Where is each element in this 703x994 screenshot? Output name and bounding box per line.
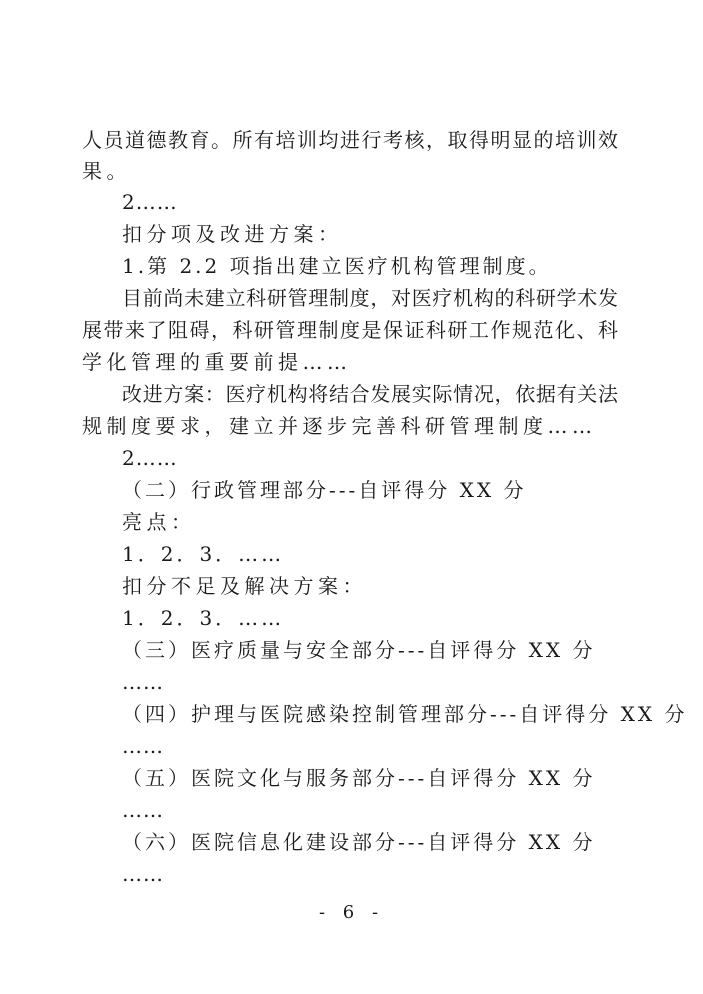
paragraph-line-4: 展带来了阻碍，科研管理制度是保证科研工作规范化、科 [82,318,618,342]
section-heading-administration: （二）行政管理部分---自评得分 XX 分 [122,478,527,502]
section-label-deductions: 扣分项及改进方案： [122,222,343,246]
section-heading-informatization: （六）医院信息化建设部分---自评得分 XX 分 [122,830,596,854]
page-number: - 6 - [318,902,385,923]
ellipsis-1: …… [122,670,164,694]
paragraph-line-3: 目前尚未建立科研管理制度，对医疗机构的科研学术发 [122,286,618,310]
highlights-label: 亮点： [122,510,196,534]
deduction-item-2: 2…… [122,446,178,470]
list-item-2: 2…… [122,190,178,214]
ellipsis-2: …… [122,734,164,758]
shortcomings-list: 1．2．3．…… [122,606,285,630]
shortcomings-label: 扣分不足及解决方案： [122,574,367,598]
section-heading-culture-service: （五）医院文化与服务部分---自评得分 XX 分 [122,766,596,790]
paragraph-line-5: 学化管理的重要前提…… [82,350,352,374]
improvement-plan-line-2: 规制度要求，建立并逐步完善科研管理制度…… [82,414,597,438]
deduction-item-1: 1.第 2.2 项指出建立医疗机构管理制度。 [122,254,552,278]
section-heading-nursing-infection: （四）护理与医院感染控制管理部分---自评得分 XX 分 [122,702,688,726]
paragraph-line-1: 人员道德教育。所有培训均进行考核，取得明显的培训效 [82,128,618,152]
improvement-plan-line-1: 改进方案：医疗机构将结合发展实际情况，依据有关法 [122,382,618,406]
highlights-list: 1．2．3．…… [122,542,285,566]
paragraph-line-2: 果。 [82,159,131,183]
ellipsis-3: …… [122,798,164,822]
ellipsis-4: …… [122,862,164,886]
section-heading-quality-safety: （三）医疗质量与安全部分---自评得分 XX 分 [122,638,596,662]
